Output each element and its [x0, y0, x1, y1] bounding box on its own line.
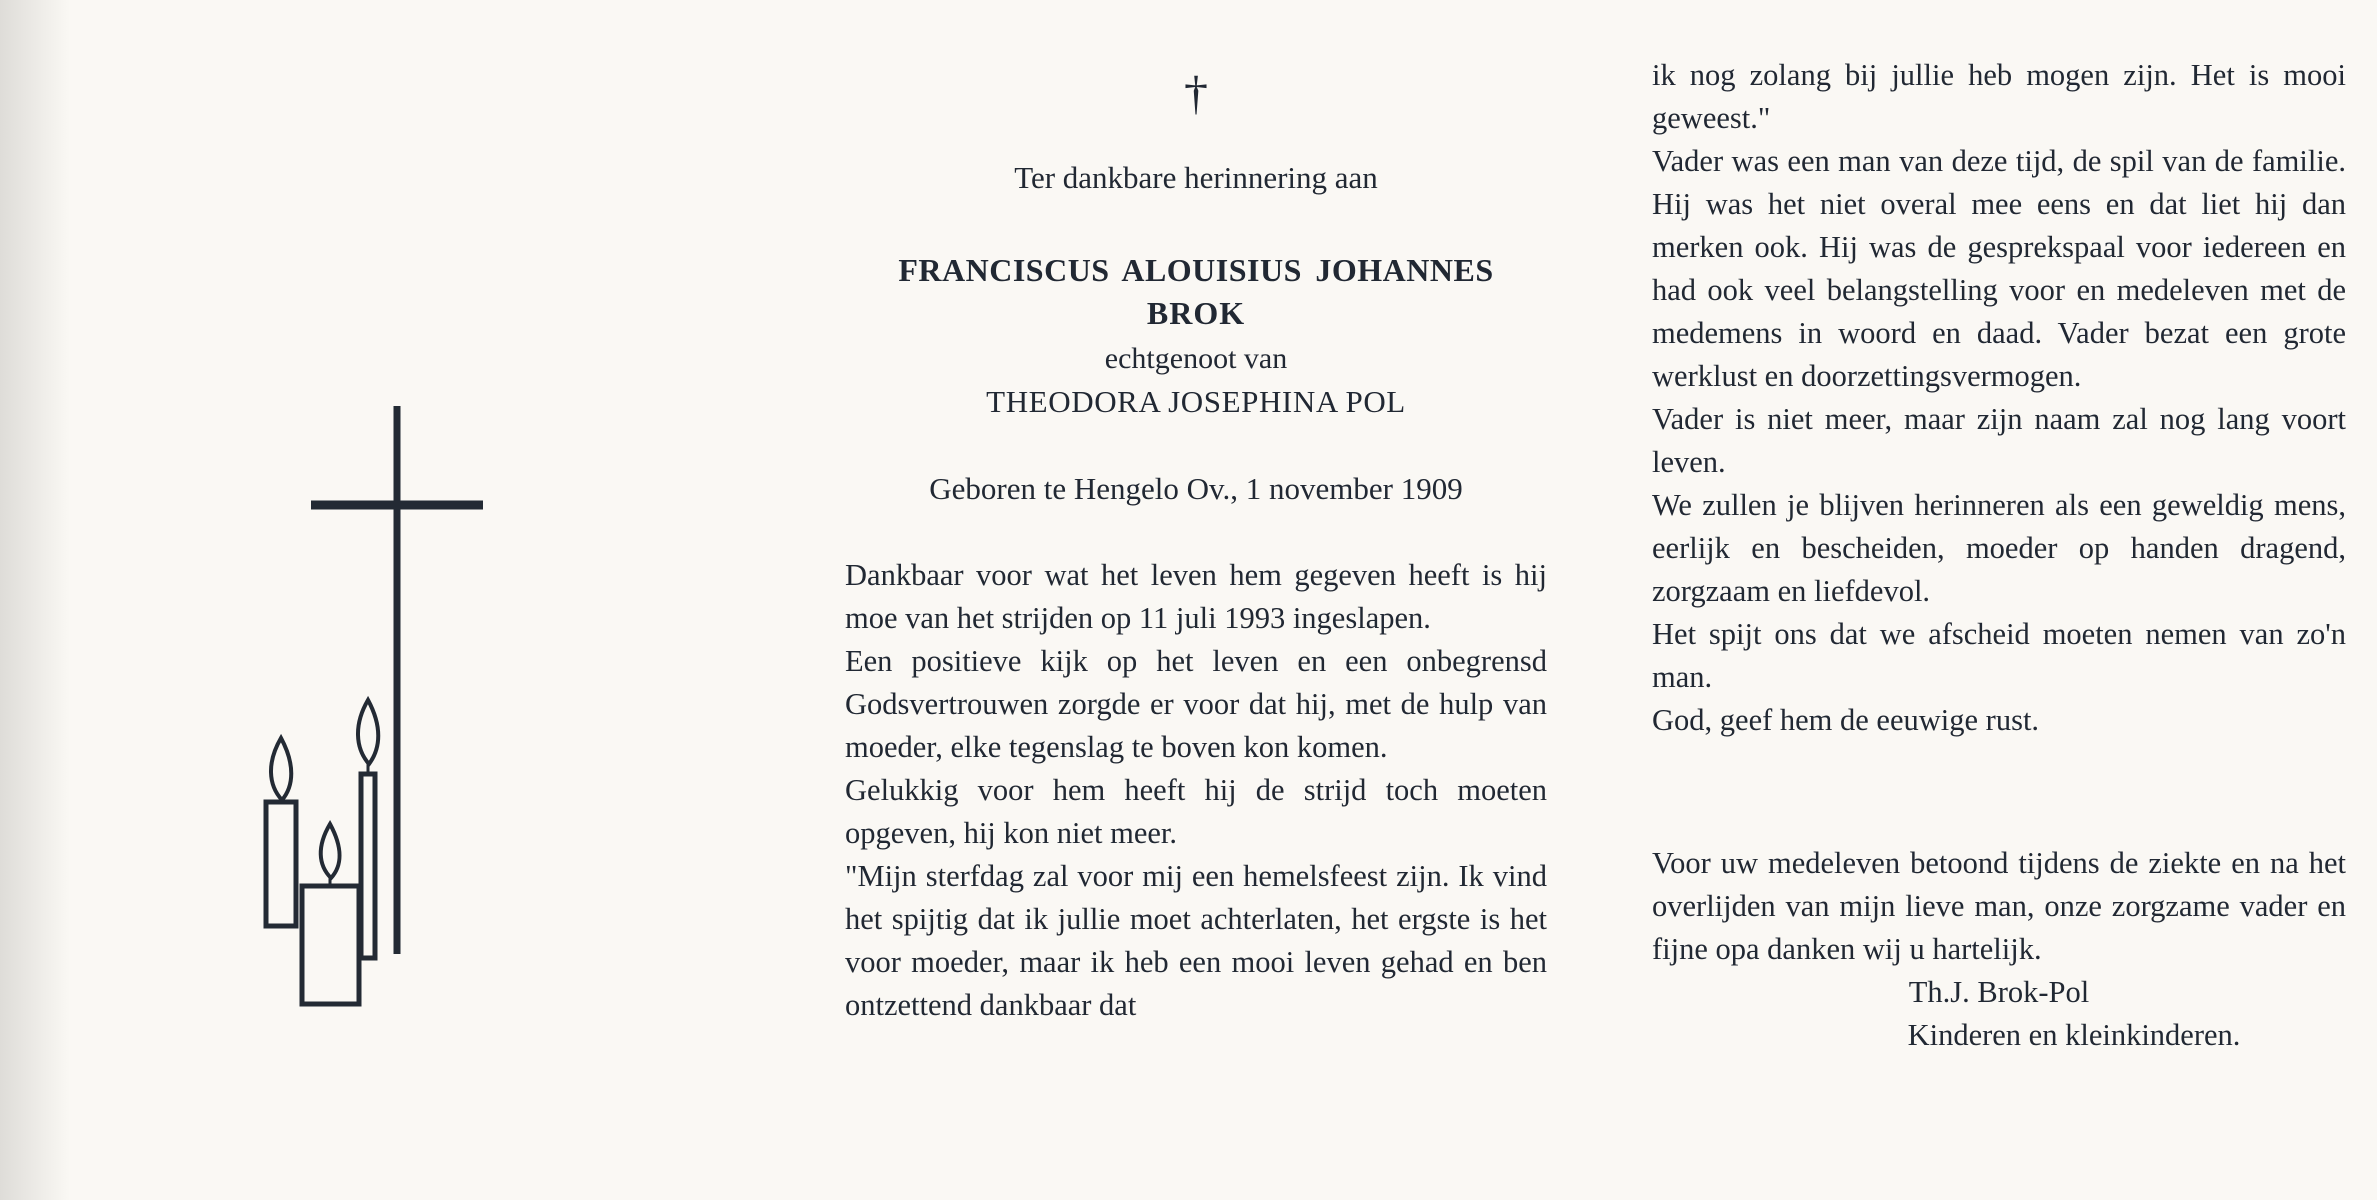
front-body-text [845, 554, 1547, 1027]
cross-candles-icon [0, 0, 820, 1200]
back-paragraph: We zullen je blijven herinneren als een geweldig mens, eerlijk en bescheiden, moeder op handen dragend, zorgzaam en liefdevol. [1652, 488, 2346, 608]
acknowledgement-block [1652, 842, 2346, 1057]
back-body-text [1652, 54, 2346, 1057]
card-front-header [845, 67, 1547, 510]
acknowledgement-paragraph: Voor uw medeleven betoond tijdens de ziekte en na het overlijden van mijn lieve man, onze zorgzame vader en fijne opa danken wij u hartelijk. [1652, 846, 2346, 966]
back-paragraph: Vader is niet meer, maar zijn naam zal nog lang voort leven. [1652, 402, 2346, 479]
dagger-cross-icon: † [1184, 67, 1208, 120]
front-paragraph: Gelukkig voor hem heeft hij de strijd toch moeten opgeven, hij kon niet meer. [845, 773, 1547, 850]
cross-candles-illustration [0, 0, 820, 1200]
card-back-panel [1652, 54, 2346, 1057]
deceased-name-line2: BROK [1146, 295, 1246, 331]
front-paragraph: Een positieve kijk op het leven en een onbegrensd Godsvertrouwen zorgde er voor dat hij, met de hulp van moeder, elke tegenslag te boven kon komen. [845, 644, 1547, 764]
card-front-panel [845, 67, 1547, 1027]
back-paragraph: Vader was een man van deze tijd, de spil van de familie. Hij was het niet overal mee eens en dat liet hij dan merken ook. Hij was de gesprekspaal voor iedereen en had ook veel belangstelling voor en medeleven met de medemens in woord en daad. Vader bezat een grote werklust en doorzettingsvermogen. [1652, 144, 2346, 393]
deceased-name-line1: FRANCISCUS ALOUISIUS JOHANNES [898, 252, 1494, 288]
front-paragraph: "Mijn sterfdag zal voor mij een hemelsfeest zijn. Ik vind het spijtig dat ik jullie moet achterlaten, het ergste is het voor moeder, maar ik heb een mooi leven gehad en ben ontzettend dankbaar dat [845, 859, 1547, 1022]
front-paragraph: Dankbaar voor wat het leven hem gegeven heeft is hij moe van het strijden op 11 juli 1993 ingeslapen. [845, 558, 1547, 635]
back-paragraph: Het spijt ons dat we afscheid moeten nemen van zo'n man. [1652, 617, 2346, 694]
signature-name: Th.J. Brok-Pol [1908, 975, 2090, 1009]
signature-family: Kinderen en kleinkinderen. [1907, 1018, 2241, 1052]
relation-label: echtgenoot van [1104, 342, 1288, 375]
birth-line: Geboren te Hengelo Ov., 1 november 1909 [929, 471, 1463, 506]
spouse-name: THEODORA JOSEPHINA POL [986, 384, 1406, 419]
back-paragraph: ik nog zolang bij jullie heb mogen zijn. Het is mooi geweest." [1652, 58, 2346, 135]
intro-line: Ter dankbare herinnering aan [1014, 160, 1378, 195]
back-paragraph: God, geef hem de eeuwige rust. [1652, 703, 2040, 737]
